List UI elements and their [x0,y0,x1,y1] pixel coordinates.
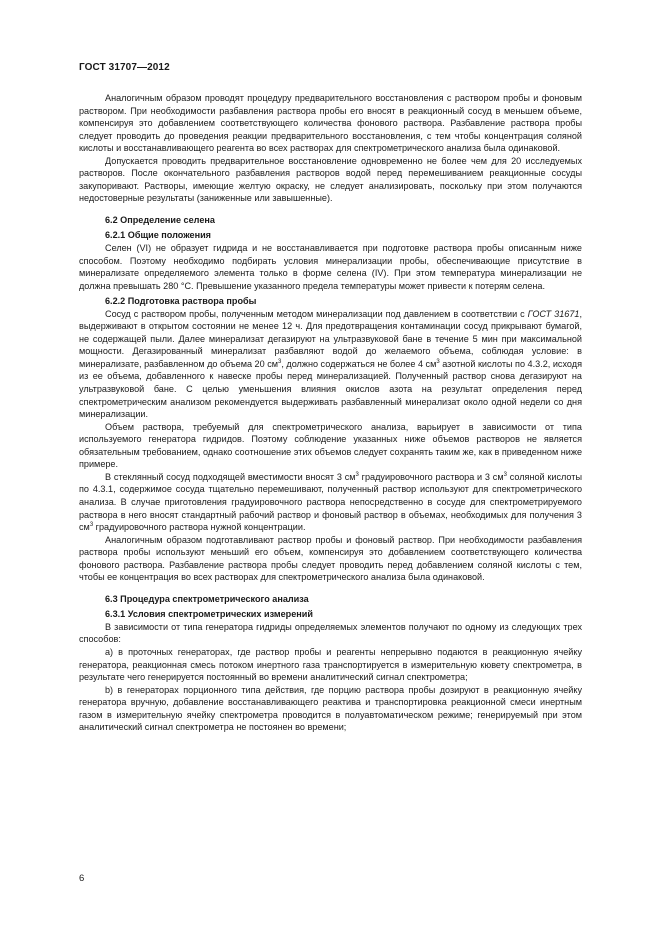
document-header: ГОСТ 31707—2012 [79,62,170,73]
list-item-b: b) в генераторах порционного типа действия, где порцию раствора пробы дозируют в реакционную ячейку генератора вручную, добавление восстанавливающего реактива и транспортировка реакционной смеси инертным газом в измерительную ячейку спектрометра проводится в полуавтоматическом режиме; генерируемый при этом аналитический сигнал спектрометра не постоянен во времени; [79,684,582,733]
section-heading-6-3: 6.3 Процедура спектрометрического анализа [105,593,309,604]
standard-reference: ГОСТ 31671 [527,308,580,319]
subsection-heading-6-3-1: 6.3.1 Условия спектрометрических измерений [105,609,313,620]
paragraph: Аналогичным образом проводят процедуру предварительного восстановления с раствором пробы и фоновым раствором. При необходимости разбавления раствора пробы его вносят в реакционный сосуд в меньшем объеме, компенсируя это добавлением соответствующего количества фонового раствора. Разбавление раствора пробы следует проводить до проведения реакции предварительного восстановления, с тем чтобы концентрация соляной кислоты и восстанавливающего реагента во всех растворах для спектрометрического анализа была одинаковой. [79,93,582,154]
page-number: 6 [79,873,85,884]
list-item-a: a) в проточных генераторах, где раствор пробы и реагенты непрерывно подаются в реакционную ячейку генератора, реакционная смесь потоком инертного газа транспортируется в измерительную кювету спектрометра, в результате чего генерируется постоянный во времени аналитический сигнал спектрометра; [79,646,582,683]
paragraph: В зависимости от типа генератора гидриды определяемых элементов получают по одному из следующих трех способов: [79,621,582,645]
subsection-heading-6-2-1: 6.2.1 Общие положения [105,230,211,241]
paragraph: Допускается проводить предварительное восстановление одновременно не более чем для 20 исследуемых растворов. После окончательного разбавления растворов водой перед перемешиванием реакционные сосуды закупоривают. Растворы, имеющие желтую окраску, не следует анализировать, поскольку при этом получаются недостоверные результаты (заниженные или завышенные). [79,155,582,204]
subsection-heading-6-2-2: 6.2.2 Подготовка раствора пробы [105,296,257,307]
document-body [79,92,582,734]
paragraph: Сосуд с раствором пробы, полученным методом минерализации под давлением в соответствии с ГОСТ 31671, выдерживают в открытом состоянии не менее 12 ч. Для предотвращения контаминации сосуд прикрывают бумагой, не содержащей пыли. Далее минерализат дегазируют на ультразвуковой бане в течение 5 мин при максимальной мощности. Дегазированный минерализат разбавляют водой до желаемого объема, соблюдая условие: в минерализате, разбавленном до объема 20 $см^3$, должно содержаться не более 4 $см^3$ азотной кислоты по 4.3.2, исходя из ее объема, добавленного к навеске пробы перед минерализацией. Полученный раствор снова дегазируют на ультразвуковой бане. С целью уменьшения влияния окислов азота на результат определения перед спектрометрическим анализом рекомендуется выдерживать разбавленный минерализат около одной недели со дня минерализации. [79,308,582,420]
paragraph: Селен (VI) не образует гидрида и не восстанавливается при подготовке раствора пробы описанным ниже способом. Поэтому необходимо подбирать условия минерализации пробы, обеспечивающие присутствие в минерализате определяемого элемента только в форме селена (IV). При этом температура минерализации не должна превышать 280 °С. Превышение указанного предела температуры может привести к потерям селена. [79,243,582,291]
section-heading-6-2: 6.2 Определение селена [105,214,215,225]
paragraph: В стеклянный сосуд подходящей вместимости вносят 3 $см^3$ градуировочного раствора и 3 $см^3$ соляной кислоты по 4.3.1, содержимое сосуда тщательно перемешивают, полученный раствор используют для спектрометрического анализа. В случае приготовления градуировочного раствора непосредственно в сосуде для спектрометрируемого раствора в него вносят стандартный рабочий раствор и фоновый раствор в объемах, необходимых для получения 3 $см^3$ градуировочного раствора нужной концентрации. [79,471,582,533]
paragraph: Аналогичным образом подготавливают раствор пробы и фоновый раствор. При необходимости разбавления раствора пробы используют меньший его объем, компенсируя это добавлением соответствующего количества фонового раствора. Разбавление раствора пробы следует проводить перед добавлением соляной кислоты с тем, чтобы ее концентрация во всех растворах для спектрометрического анализа была одинаковой. [79,534,582,583]
paragraph: Объем раствора, требуемый для спектрометрического анализа, варьирует в зависимости от типа используемого генератора гидридов. Поэтому соблюдение указанных ниже объемов растворов не является обязательным требованием, однако соотношение этих объемов следует сохранять таким же, как в приведенном ниже примере. [79,421,582,470]
